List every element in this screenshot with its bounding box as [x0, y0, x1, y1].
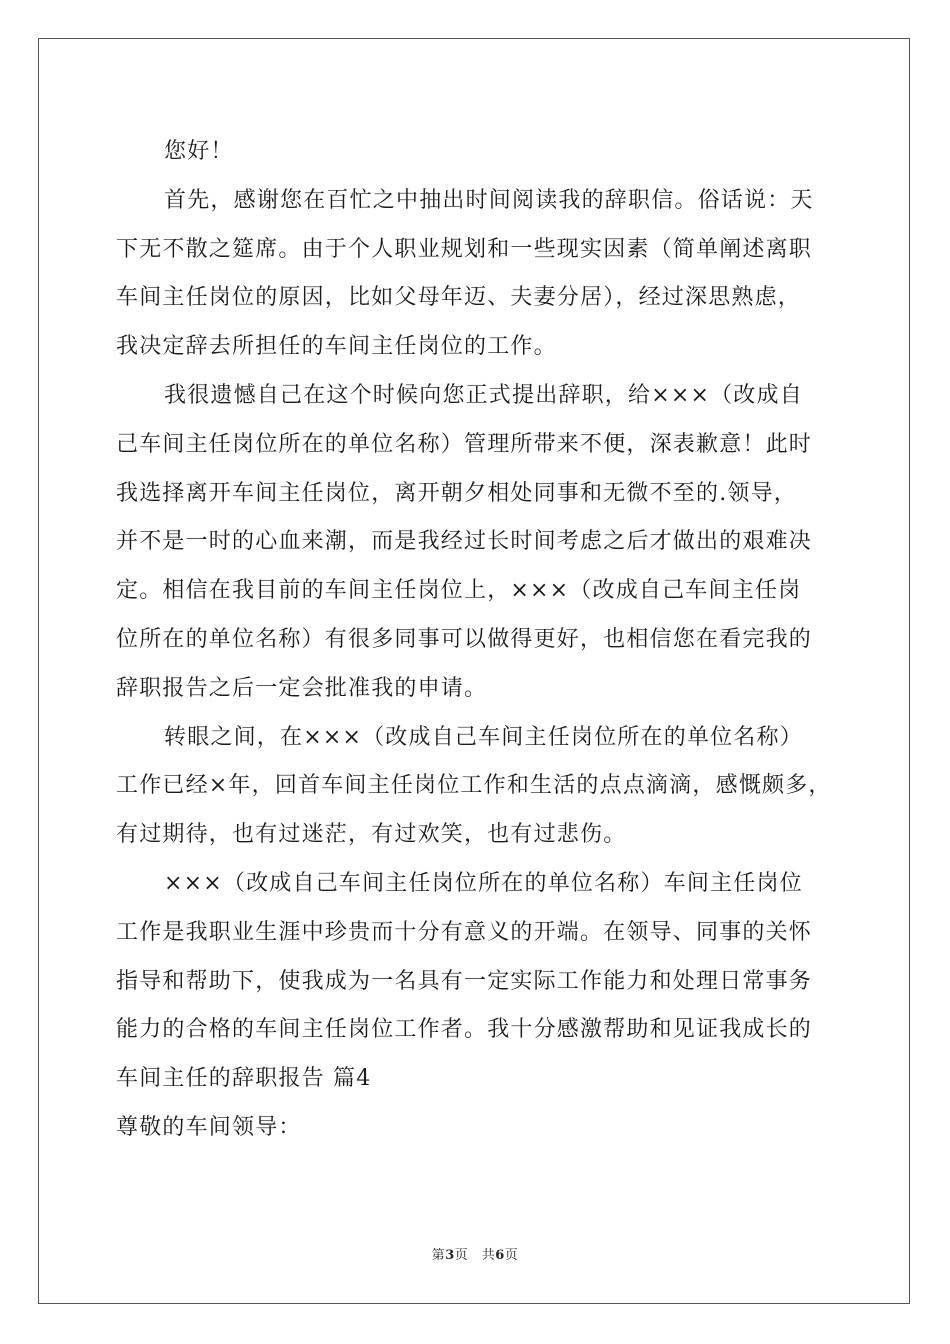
text-line: 工作是我职业生涯中珍贵而十分有意义的开端。在领导、同事的关怀	[116, 919, 813, 945]
text-line: 工作已经×年，回首车间主任岗位工作和生活的点点滴滴，感慨颇多，	[116, 773, 832, 799]
text-line: 我决定辞去所担任的车间主任岗位的工作。	[116, 334, 557, 360]
total-page-number: 6	[495, 1248, 505, 1263]
current-page-number: 3	[445, 1248, 455, 1263]
text-line: 有过期待，也有过迷茫，有过欢笑，也有过悲伤。	[116, 822, 627, 848]
text-line: 位所在的单位名称）有很多同事可以做得更好，也相信您在看完我的	[116, 626, 813, 652]
text-line: 辞职报告之后一定会批准我的申请。	[116, 675, 488, 701]
text-line: 己车间主任岗位所在的单位名称）管理所带来不便，深表歉意！此时	[116, 431, 813, 457]
text-line: 指导和帮助下，使我成为一名具有一定实际工作能力和处理日常事务	[116, 968, 813, 994]
document-body	[116, 128, 836, 1153]
text-line: 转眼之间，在×××（改成自己车间主任岗位所在的单位名称）	[164, 724, 803, 750]
section-heading: 车间主任的辞职报告 篇4	[116, 1066, 372, 1092]
text-line: 定。相信在我目前的车间主任岗位上，×××（改成自己车间主任岗	[116, 578, 802, 604]
text-line: 下无不散之筵席。由于个人职业规划和一些现实因素（简单阐述离职	[116, 236, 813, 262]
salutation: 尊敬的车间领导：	[116, 1114, 302, 1140]
text-line: 我选择离开车间主任岗位，离开朝夕相处同事和无微不至的.领导，	[116, 480, 797, 506]
text-line: 并不是一时的心血来潮，而是我经过长时间考虑之后才做出的艰难决	[116, 529, 813, 555]
text-line: 车间主任岗位的原因，比如父母年迈、夫妻分居），经过深思熟虑，	[116, 285, 802, 311]
text-line: 能力的合格的车间主任岗位工作者。我十分感激帮助和见证我成长的	[116, 1017, 813, 1043]
page-number-footer	[0, 1244, 950, 1263]
text-line: 首先，感谢您在百忙之中抽出时间阅读我的辞职信。俗话说：天	[164, 187, 814, 213]
page-mid: 页 共	[454, 1248, 496, 1263]
page-suffix: 页	[504, 1248, 519, 1263]
text-line: ×××（改成自己车间主任岗位所在的单位名称）车间主任岗位	[164, 870, 803, 896]
text-line: 您好！	[164, 139, 234, 164]
text-line: 我很遗憾自己在这个时候向您正式提出辞职，给×××（改成自	[164, 382, 803, 408]
page-prefix: 第	[431, 1248, 446, 1263]
